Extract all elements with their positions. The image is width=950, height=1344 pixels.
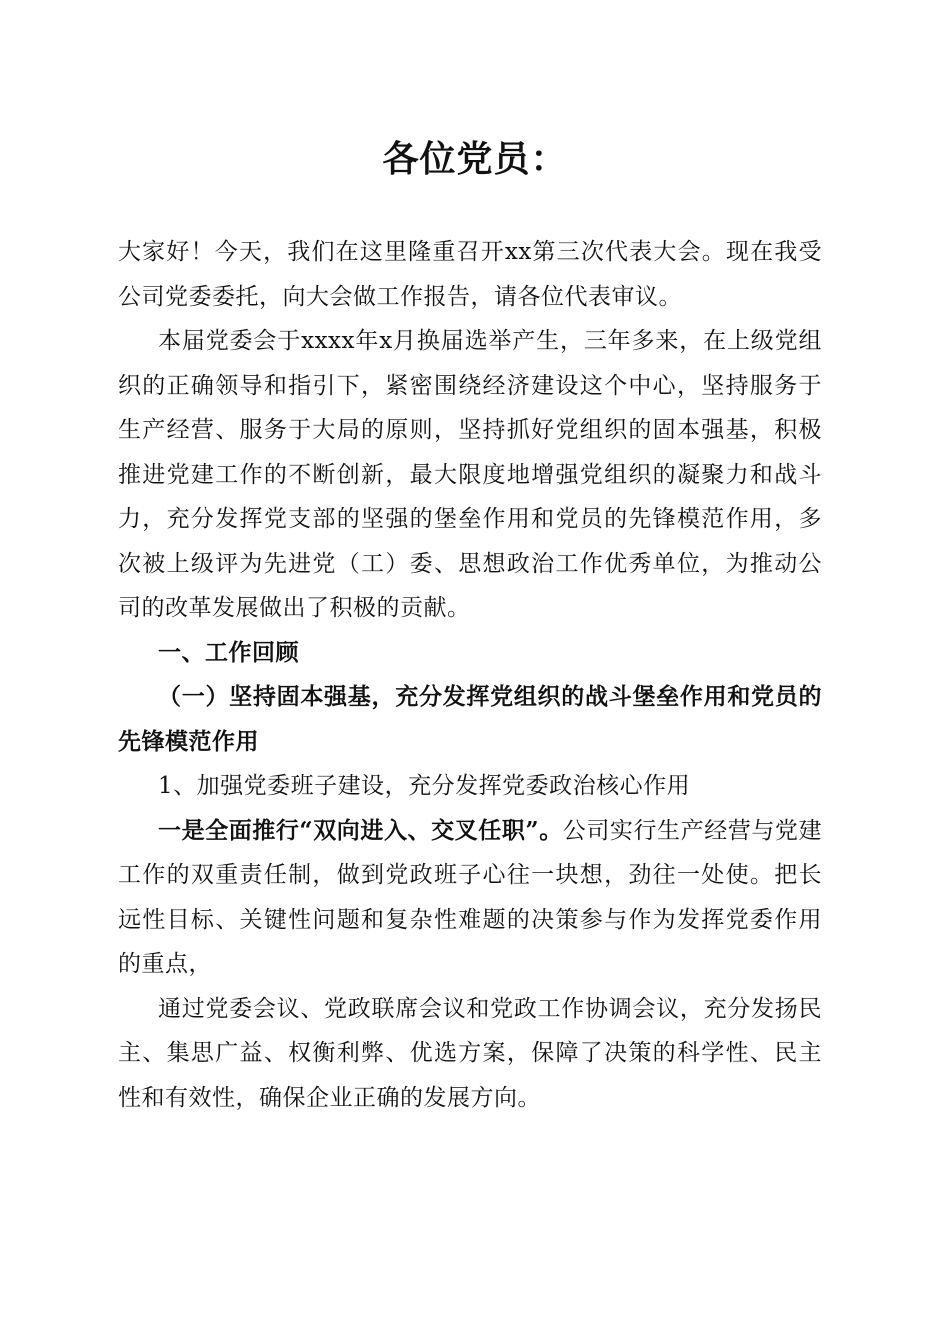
point-lead: 一是全面推行“双向进入、交叉任职”。	[158, 816, 563, 844]
point-paragraph	[118, 809, 822, 987]
greeting-paragraph: 大家好！今天，我们在这里隆重召开xx第三次代表大会。现在我受公司党委委托，向大会做工作报告，请各位代表审议。	[118, 239, 822, 310]
intro-paragraph: 本届党委会于xxxx年x月换届选举产生，三年多来，在上级党组织的正确领导和指引下，紧密围绕经济建设这个中心，坚持服务于生产经营、服务于大局的原则，坚持抓好党组织的固本强基，积极推进党建工作的不断创新，最大限度地增强党组织的凝聚力和战斗力，充分发挥党支部的坚强的堡垒作用和党员的先锋模范作用，多次被上级评为先进党（工）委、思想政治工作优秀单位，为推动公司的改革发展做出了积极的贡献。	[118, 328, 822, 621]
subsection-heading: （一）坚持固本强基，充分发挥党组织的战斗堡垒作用和党员的先锋模范作用	[118, 683, 822, 755]
continuation-paragraph: 通过党委会议、党政联席会议和党政工作协调会议，充分发扬民主、集思广益、权衡利弊、优选方案，保障了决策的科学性、民主性和有效性，确保企业正确的发展方向。	[118, 995, 822, 1111]
document-title: 各位党员：	[382, 139, 568, 180]
document-body	[118, 230, 822, 1120]
section-heading: 一、工作回顾	[158, 639, 299, 666]
item-heading: 1、加强党委班子建设，充分发挥党委政治核心作用	[158, 773, 691, 799]
point-text: 公司实行生产经营与党建工作的双重责任制，做到党政班子心往一块想，劲往一处使。把长远性目标、关键性问题和复杂性难题的决策参与作为发挥党委作用的重点，	[118, 817, 822, 977]
